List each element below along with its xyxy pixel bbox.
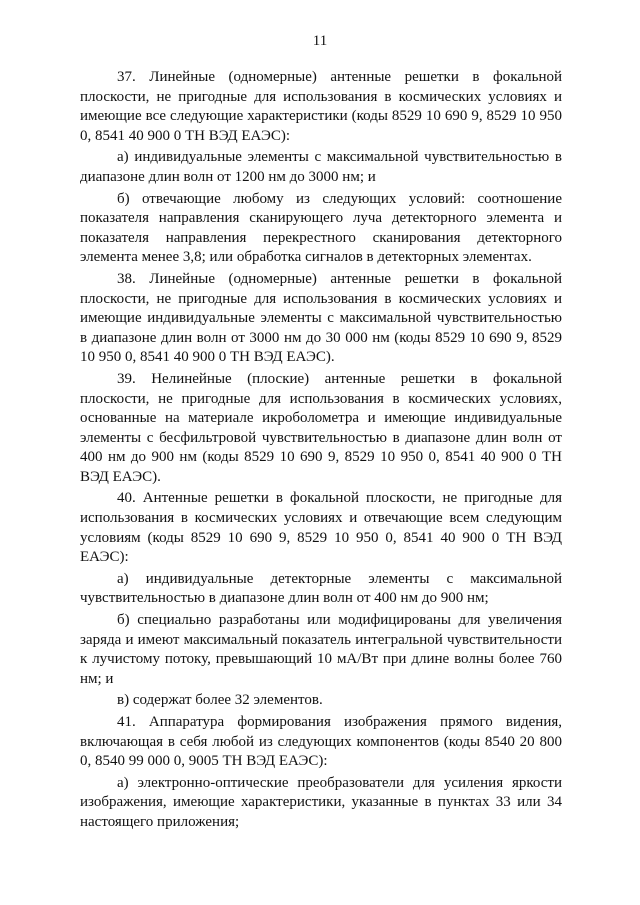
paragraph-39: 39. Нелинейные (плоские) антенные решетки в фокальной плоскости, не пригодные для использования в космических условиях, основанные на материале икроболометра и имеющие индивидуальные элементы с бесфильтровой чувствительностью в диапазоне длин волн от 400 нм до 900 нм (коды 8529 10 690 9, 8529 10 950 0, 8541 40 900 0 ТН ВЭД ЕАЭС). bbox=[80, 370, 562, 485]
paragraph-40-b: б) специально разработаны или модифицированы для увеличения заряда и имеют максимальный показатель интегральной чувствительности к лучистому потоку, превышающий 10 мА/Вт при длине волны более 760 нм; и bbox=[80, 612, 562, 687]
paragraph-37-a: а) индивидуальные элементы с максимальной чувствительностью в диапазоне длин волн от 1200 нм до 3000 нм; и bbox=[80, 149, 562, 185]
paragraph-37-b: б) отвечающие любому из следующих условий: соотношение показателя направления сканирующего луча детекторного элемента и показателя направления перекрестного сканирования детекторного элемента менее 3,8; или обработка сигналов в детекторных элементах. bbox=[80, 190, 562, 266]
paragraph-40-a: а) индивидуальные детекторные элементы с максимальной чувствительностью в диапазоне длин волн от 400 нм до 900 нм; bbox=[80, 570, 562, 607]
paragraph-41: 41. Аппаратура формирования изображения прямого видения, включающая в себя любой из следующих компонентов (коды 8540 20 800 0, 8540 99 000 0, 9005 ТН ВЭД ЕАЭС): bbox=[80, 714, 562, 770]
document-body bbox=[80, 68, 562, 835]
paragraph-38: 38. Линейные (одномерные) антенные решетки в фокальной плоскости, не пригодные для использования в космических условиях и имеющие индивидуальные элементы с максимальной чувствительностью в диапазоне длин волн от 3000 нм до 30 000 нм (коды 8529 10 690 9, 8529 10 950 0, 8541 40 900 0 ТН ВЭД ЕАЭС). bbox=[80, 270, 562, 366]
page-number: 11 bbox=[312, 33, 328, 49]
paragraph-40: 40. Антенные решетки в фокальной плоскости, не пригодные для использования в космических условиях и отвечающие всем следующим условиям (коды 8529 10 690 9, 8529 10 950 0, 8541 40 900 0 ТН ВЭД ЕАЭС): bbox=[80, 490, 562, 566]
paragraph-40-c: в) содержат более 32 элементов. bbox=[117, 692, 323, 709]
paragraph-41-a: а) электронно-оптические преобразователи для усиления яркости изображения, имеющие характеристики, указанные в пунктах 33 или 34 настоящего приложения; bbox=[80, 774, 562, 830]
paragraph-37: 37. Линейные (одномерные) антенные решетки в фокальной плоскости, не пригодные для использования в космических условиях и имеющие все следующие характеристики (коды 8529 10 690 9, 8529 10 950 0, 8541 40 900 0 ТН ВЭД ЕАЭС): bbox=[80, 69, 562, 144]
